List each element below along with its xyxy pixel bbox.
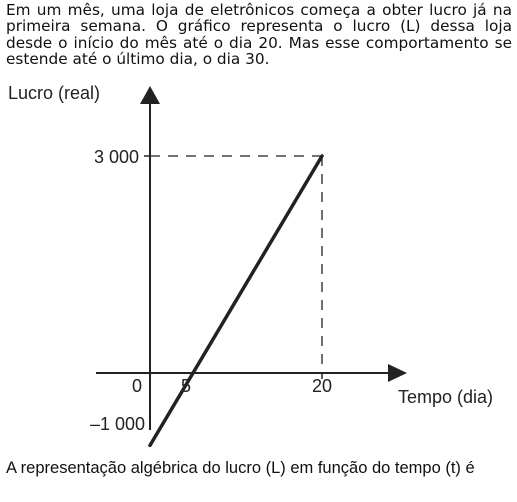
x-axis-arrow bbox=[388, 364, 407, 382]
profit-line bbox=[150, 156, 322, 445]
y-axis-arrow bbox=[140, 86, 160, 104]
problem-intro: Em um mês, uma loja de eletrônicos começa a obter lucro já na primeira semana. O gráfico representa o lucro (L) dessa loja desde o início do mês até o dia 20. Mas esse comportamento se estende até o último dia, o dia 30. bbox=[6, 1, 512, 69]
x-tick-label-5: 5 bbox=[180, 376, 192, 396]
y-tick-label-3000: 3 000 bbox=[93, 147, 139, 167]
x-tick-label-20: 20 bbox=[311, 376, 333, 396]
origin-label: 0 bbox=[131, 376, 143, 396]
y-axis-label: Lucro (real) bbox=[8, 83, 101, 103]
y-tick-label-minus-1000: –1 000 bbox=[89, 414, 145, 434]
problem-question: A representação algébrica do lucro (L) em função do tempo (t) é bbox=[6, 459, 475, 477]
x-axis-label: Tempo (dia) bbox=[398, 387, 494, 407]
